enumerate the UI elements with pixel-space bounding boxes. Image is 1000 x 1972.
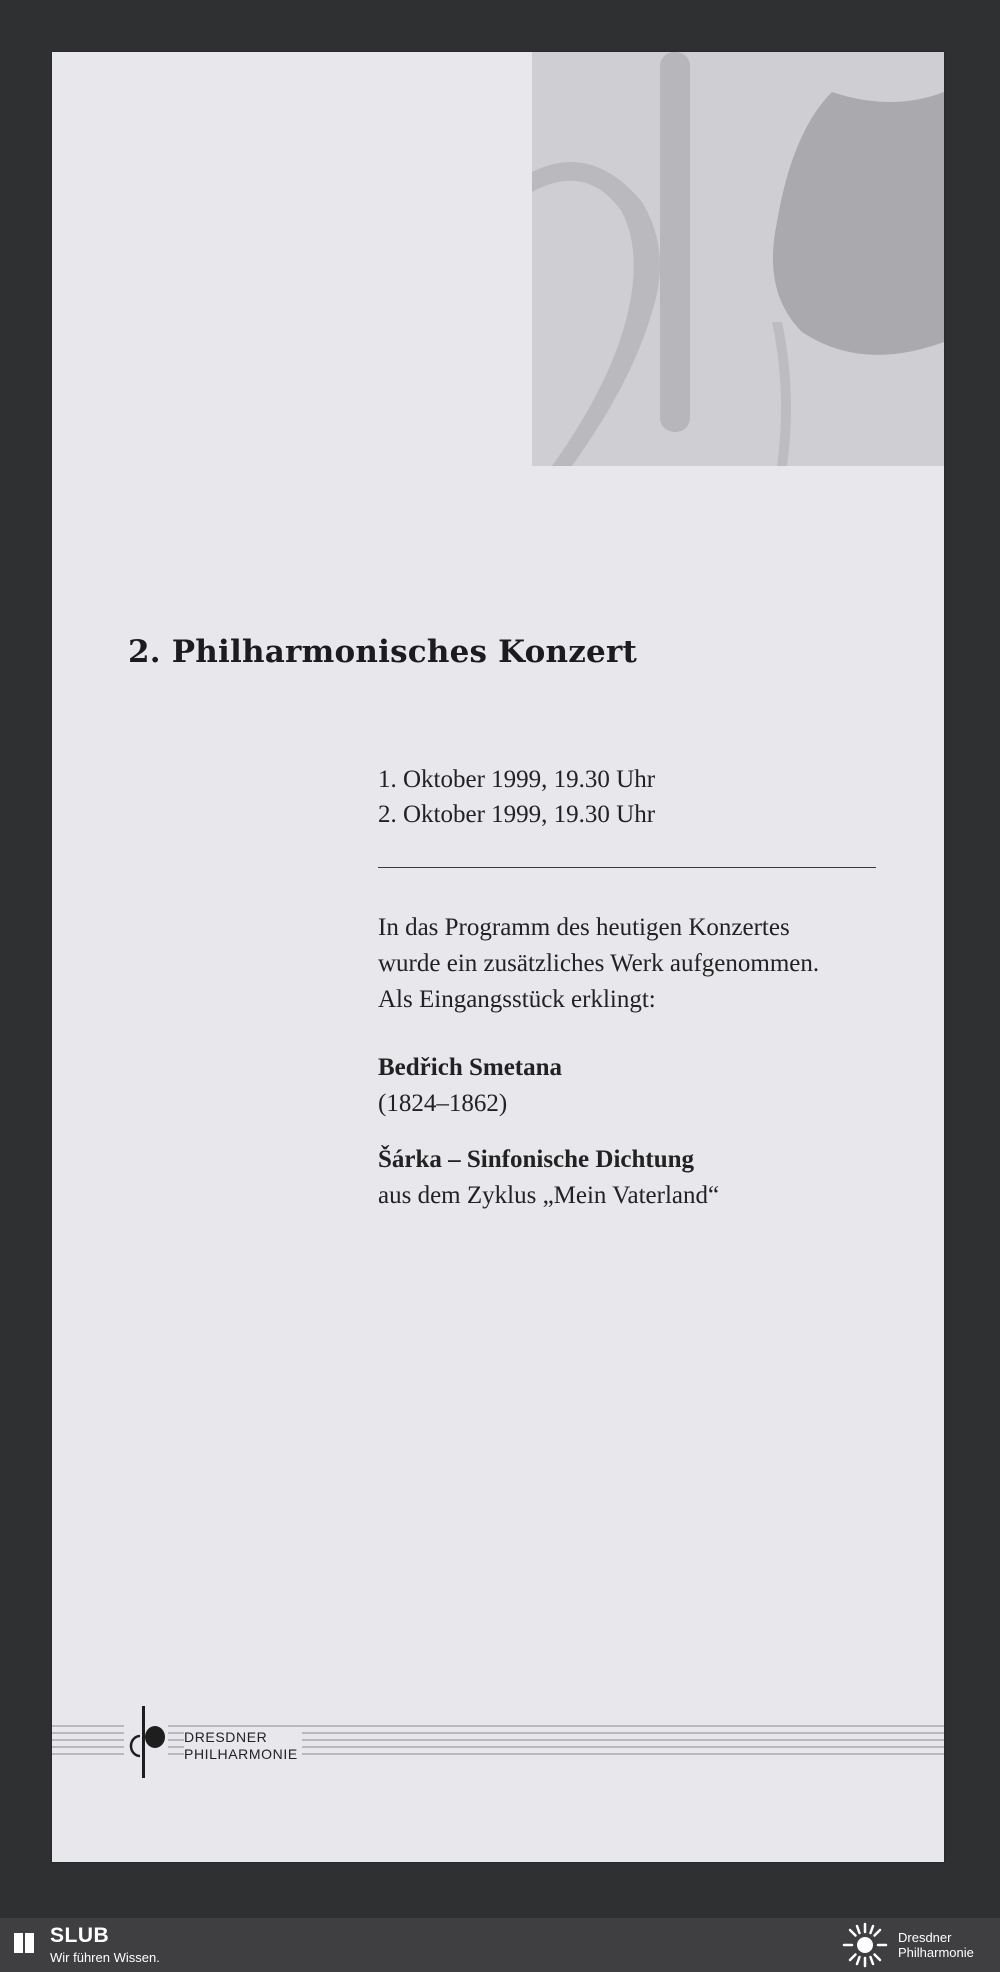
book-icon[interactable] xyxy=(12,1930,38,1956)
work-block xyxy=(378,1142,719,1214)
composer-years: (1824–1862) xyxy=(378,1090,508,1117)
work-subtitle: aus dem Zyklus „Mein Vaterland“ xyxy=(378,1182,720,1209)
decorative-logo-graphic xyxy=(532,52,944,466)
partner-line-2: Philharmonie xyxy=(898,1945,974,1960)
viewer-footer-bar xyxy=(0,1918,1000,1972)
library-logo-name[interactable]: SLUB xyxy=(50,1924,110,1947)
logo-line-2: PHILHARMONIE xyxy=(184,1746,298,1762)
composer-name: Bedřich Smetana xyxy=(378,1054,563,1081)
philharmonie-logo-icon xyxy=(124,1706,168,1778)
notice-line-3: Als Eingangsstück erklingt: xyxy=(378,986,656,1013)
program-notice xyxy=(378,910,938,1018)
program-sheet xyxy=(52,52,944,1862)
concert-date-2: 2. Oktober 1999, 19.30 Uhr xyxy=(378,801,656,828)
partner-logo-text xyxy=(898,1930,974,1960)
concert-title: 2. Philharmonisches Konzert xyxy=(128,634,637,670)
divider-line xyxy=(378,867,876,868)
logo-line-1: DRESDNER xyxy=(184,1729,268,1745)
sunburst-logo-icon[interactable] xyxy=(842,1922,888,1968)
work-title: Šárka – Sinfonische Dichtung xyxy=(378,1146,695,1173)
library-slogan: Wir führen Wissen. xyxy=(50,1950,160,1965)
composer-block xyxy=(378,1050,562,1122)
partner-line-1: Dresdner xyxy=(898,1930,952,1945)
philharmonie-logo-text xyxy=(184,1729,302,1763)
concert-date-1: 1. Oktober 1999, 19.30 Uhr xyxy=(378,766,656,793)
concert-dates xyxy=(378,762,655,832)
notice-line-2: wurde ein zusätzliches Werk aufgenommen. xyxy=(378,950,820,977)
notice-line-1: In das Programm des heutigen Konzertes xyxy=(378,914,790,941)
